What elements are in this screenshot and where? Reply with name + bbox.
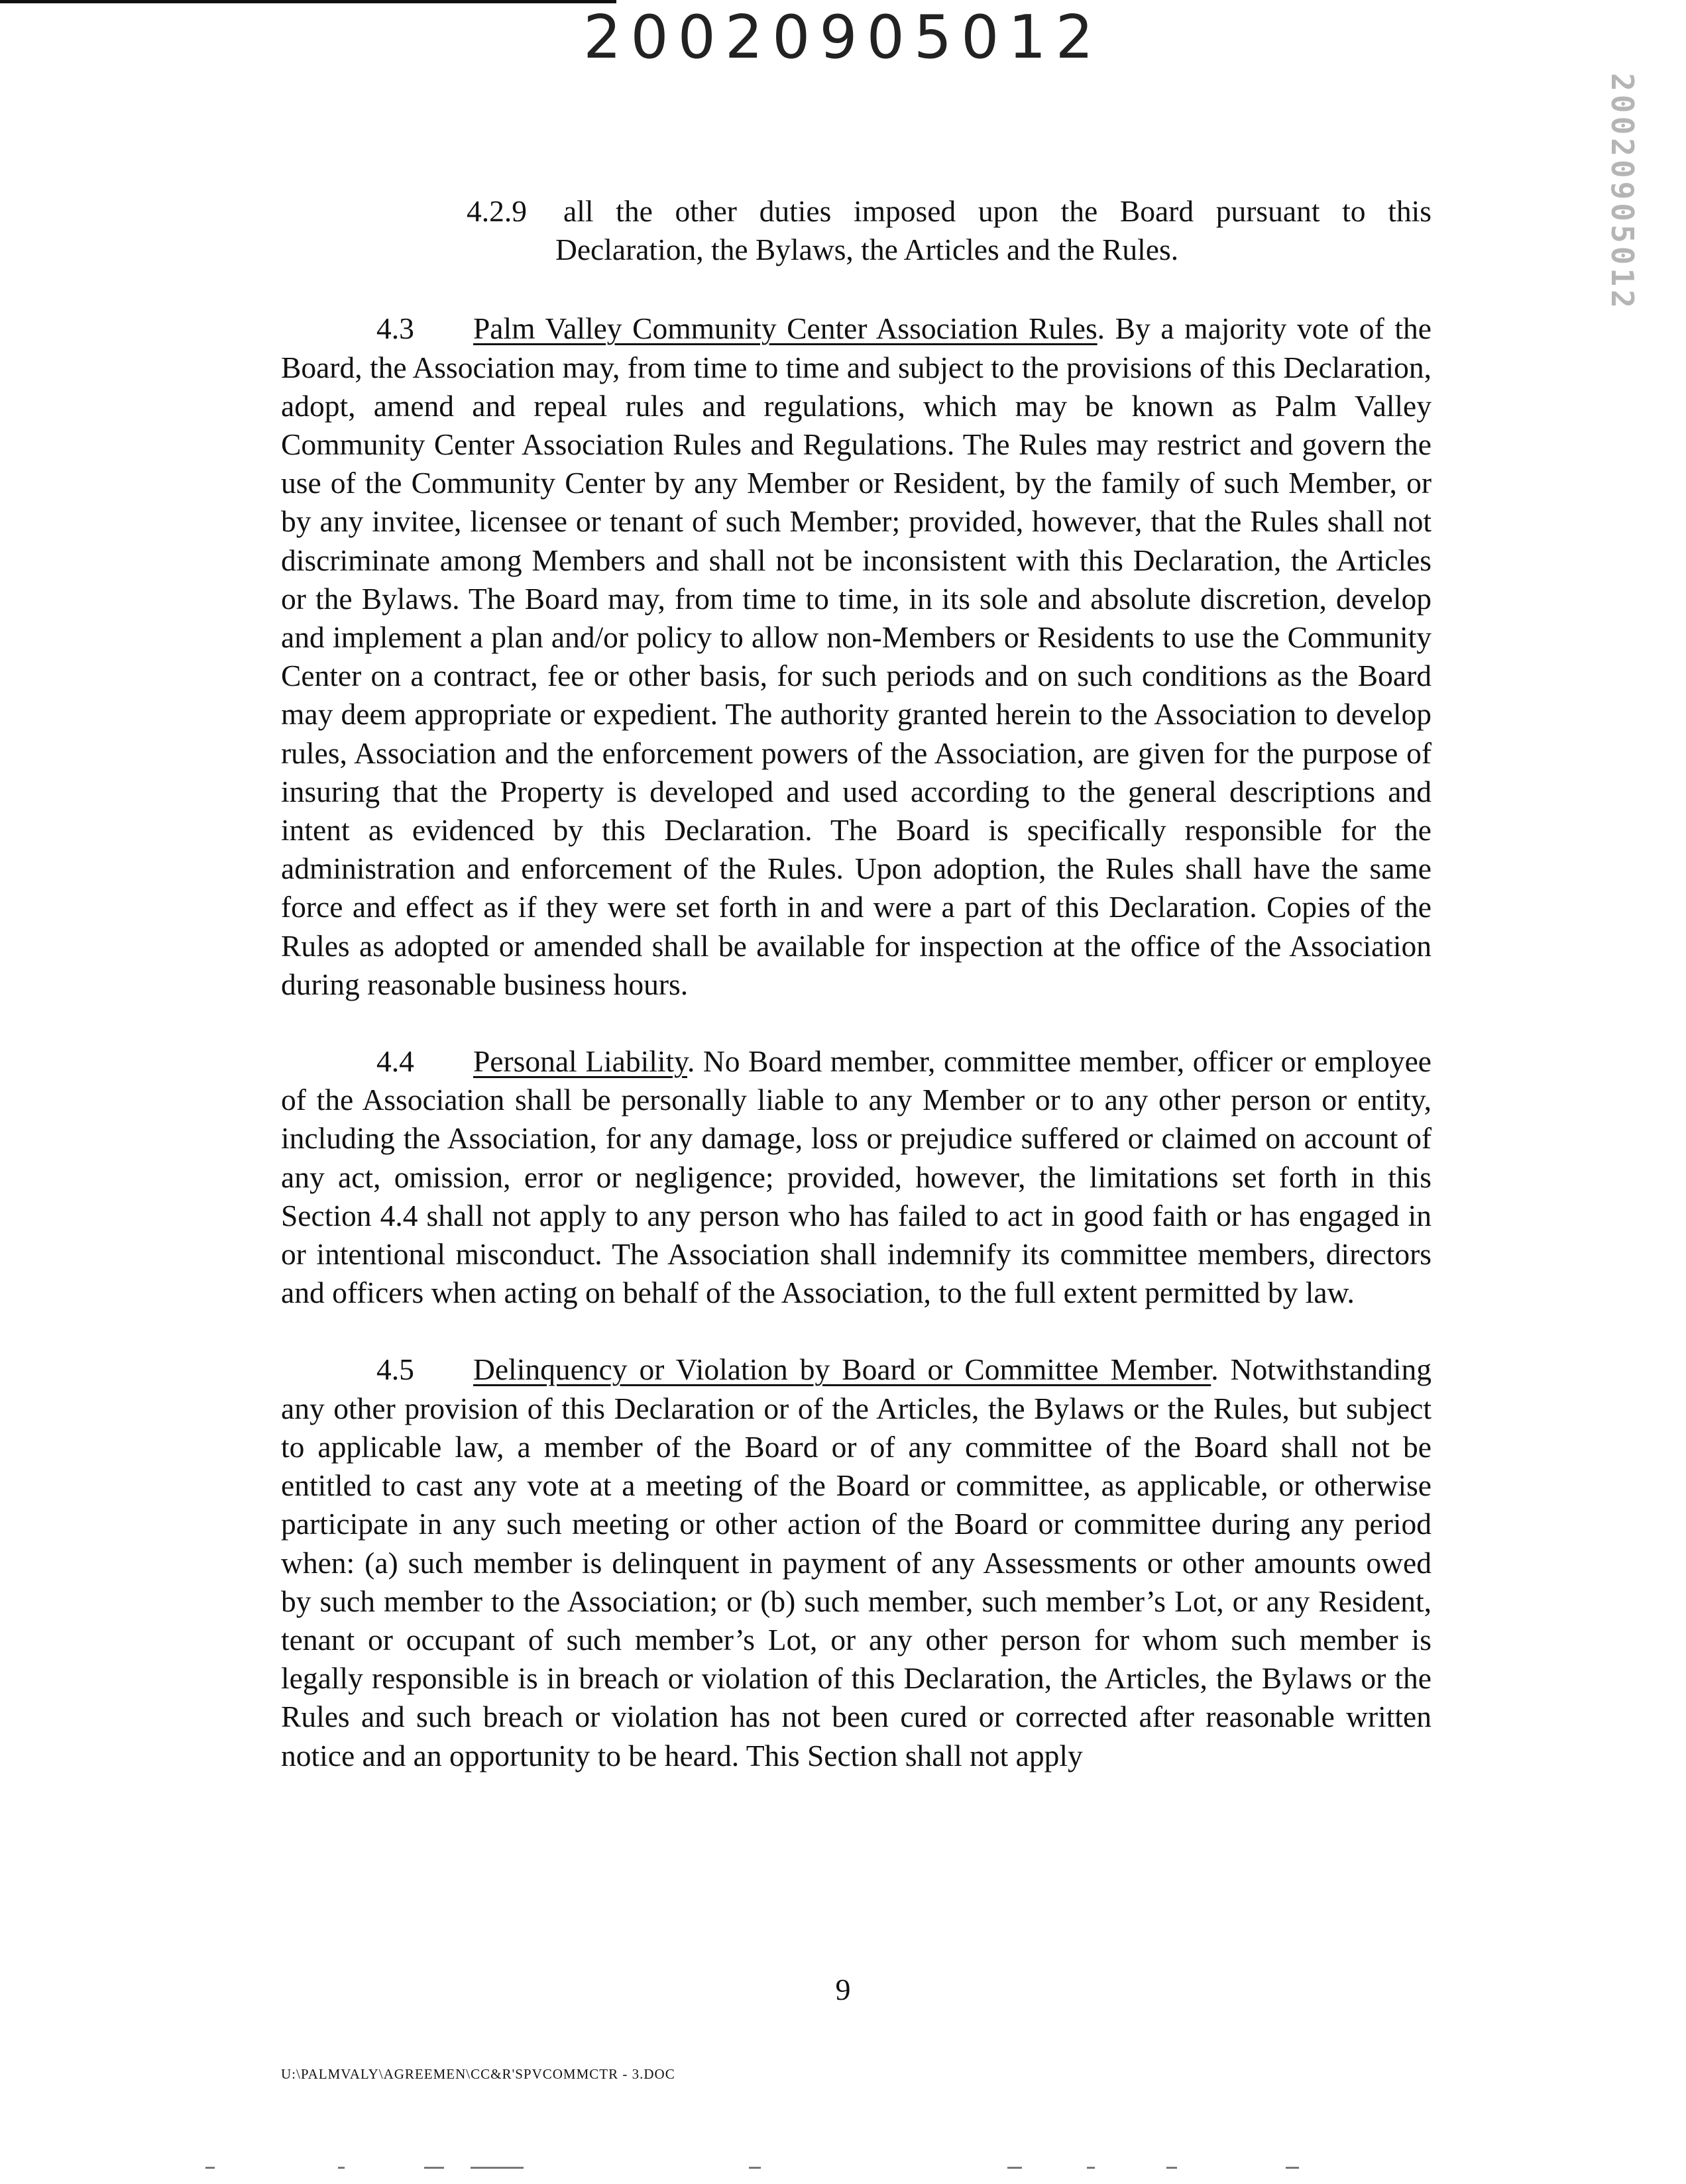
section-title: Palm Valley Community Center Association Rules: [473, 311, 1097, 346]
section-text: No Board member, committee member, officer or employee of the Association shall be personally liable to any Member or to any other person or entity, including the Association, for any damage, loss or prejudice suffered or claimed on account of any act, omission, error or negligence; provided, however, the limitations set forth in this Section 4.4 shall not apply to any person who has failed to act in good faith or has engaged in or intentional misconduct. The Association shall indemnify its committee members, directors and officers when acting on behalf of the Association, to the full extent permitted by law.: [281, 1044, 1432, 1310]
section-number: 4.4: [376, 1044, 414, 1079]
section-4-3: 4.3 Palm Valley Community Center Association Rules. By a majority vote of the Board, the Association may, from time to time and subject to the provisions of this Declaration, adopt, amend and repeal rules and regulations, which may be known as Palm Valley Community Center Association Rules and Regulations. The Rules may restrict and govern the use of the Community Center by any Member or Resident, by the family of such Member, or by any invitee, licensee or tenant of such Member; provided, however, that the Rules shall not discriminate among Members and shall not be inconsistent with this Declaration, the Articles or the Bylaws. The Board may, from time to time, in its sole and absolute discretion, develop and implement a plan and/or policy to allow non-Members or Residents to use the Community Center on a contract, fee or other basis, for such periods and on such conditions as the Board may deem appropriate or expedient. The authority granted herein to the Association to develop rules, Association and the enforcement powers of the Association, are given for the purpose of insuring that the Property is developed and used according to the general descriptions and intent as evidenced by this Declaration. The Board is specifically responsible for the administration and enforcement of the Rules. Upon adoption, the Rules shall have the same force and effect as if they were set forth in and were a part of this Declaration. Copies of the Rules as adopted or amended shall be available for inspection at the office of the Association during reasonable business hours.: [281, 309, 1432, 1004]
section-text: By a majority vote of the Board, the Association may, from time to time and subject to the provisions of this Declaration, adopt, amend and repeal rules and regulations, which may be known as Palm Valley Community Center Association Rules and Regulations. The Rules may restrict and govern the use of the Community Center by any Member or Resident, by the family of such Member, or by any invitee, licensee or tenant of such Member; provided, however, that the Rules shall not discriminate among Members and shall not be inconsistent with this Declaration, the Articles or the Bylaws. The Board may, from time to time, in its sole and absolute discretion, develop and implement a plan and/or policy to allow non-Members or Residents to use the Community Center on a contract, fee or other basis, for such periods and on such conditions as the Board may deem appropriate or expedient. The authority granted herein to the Association to develop rules, Association and the enforcement powers of the Association, are given for the purpose of insuring that the Property is developed and used according to the general descriptions and intent as evidenced by this Declaration. The Board is specifically responsible for the administration and enforcement of the Rules. Upon adoption, the Rules shall have the same force and effect as if they were set forth in and were a part of this Declaration. Copies of the Rules as adopted or amended shall be available for inspection at the office of the Association during reasonable business hours.: [281, 311, 1432, 1001]
section-text: Notwithstanding any other provision of this Declaration or of the Articles, the Bylaws or the Rules, but subject to applicable law, a member of the Board or of any committee of the Board shall not be entitled to cast any vote at a meeting of the Board or committee, as applicable, or otherwise participate in any such meeting or other action of the Board or committee during any period when: (a) such member is delinquent in payment of any Assessments or other amounts owed by such member to the Association; or (b) such member, such member’s Lot, or any Resident, tenant or occupant of such member’s Lot, or any other person for whom such member is legally responsible is in breach or violation of this Declaration, the Articles, the Bylaws or the Rules and such breach or violation has not been cured or corrected after reasonable written notice and an opportunity to be heard. This Section shall not apply: [281, 1352, 1432, 1773]
section-number: 4.5: [376, 1352, 414, 1387]
footer-file-path: U:\PALMVALY\AGREEMEN\CC&R'SPVCOMMCTR - 3.DOC: [281, 2066, 675, 2082]
scan-artifacts: [199, 2161, 1325, 2175]
section-4-2-9: [281, 192, 1432, 269]
side-stamp: [1596, 73, 1649, 311]
section-title: Delinquency or Violation by Board or Committee Member: [473, 1352, 1211, 1387]
document-body: [281, 192, 1432, 1775]
section-4-4: 4.4 Personal Liability. No Board member, committee member, officer or employee of the Association shall be personally liable to any Member or to any other person or entity, including the Association, for any damage, loss or prejudice suffered or claimed on account of any act, omission, error or negligence; provided, however, the limitations set forth in this Section 4.4 shall not apply to any person who has failed to act in good faith or has engaged in or intentional misconduct. The Association shall indemnify its committee members, directors and officers when acting on behalf of the Association, to the full extent permitted by law.: [281, 1042, 1432, 1312]
document-number: 20020905012: [583, 3, 1103, 72]
section-text: all the other duties imposed upon the Board pursuant to this Declaration, the Bylaws, the Articles and the Rules.: [555, 194, 1432, 267]
section-4-5: 4.5 Delinquency or Violation by Board or Committee Member. Notwithstanding any other provision of this Declaration or of the Articles, the Bylaws or the Rules, but subject to applicable law, a member of the Board or of any committee of the Board shall not be entitled to cast any vote at a meeting of the Board or committee, as applicable, or otherwise participate in any such meeting or other action of the Board or committee during any period when: (a) such member is delinquent in payment of any Assessments or other amounts owed by such member to the Association; or (b) such member, such member’s Lot, or any Resident, tenant or occupant of such member’s Lot, or any other person for whom such member is legally responsible is in breach or violation of this Declaration, the Articles, the Bylaws or the Rules and such breach or violation has not been cured or corrected after reasonable written notice and an opportunity to be heard. This Section shall not apply: [281, 1350, 1432, 1774]
section-number: 4.3: [376, 311, 414, 346]
side-stamp-text: 20020905012: [1604, 73, 1641, 311]
page-number: 9: [835, 1973, 851, 2006]
section-title: Personal Liability: [473, 1044, 687, 1079]
section-number: 4.2.9: [467, 194, 527, 228]
